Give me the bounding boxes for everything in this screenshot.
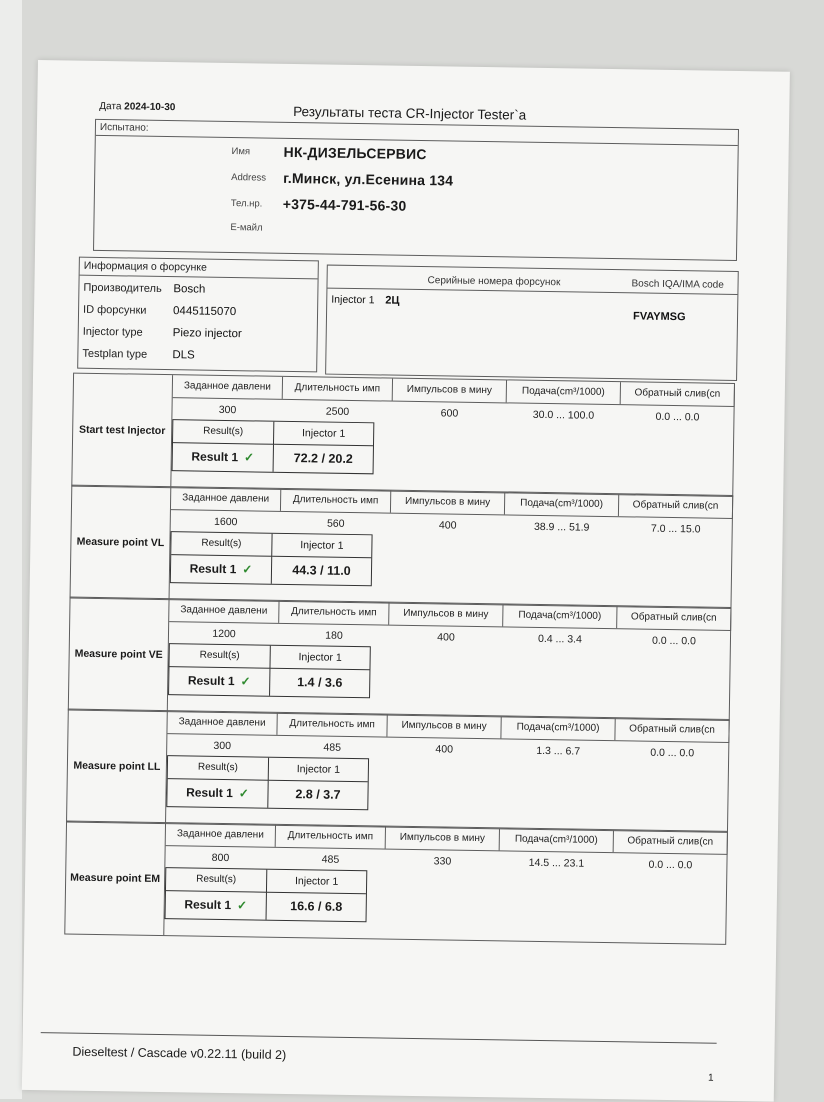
results-header: Result(s) xyxy=(171,532,272,557)
column-header-pressure: Заданное давлени xyxy=(169,599,279,623)
duration-value: 180 xyxy=(325,629,343,642)
pressure-value: 800 xyxy=(211,851,230,865)
column-header-pulses: Импульсов в мину xyxy=(386,827,500,851)
result-table xyxy=(165,867,368,922)
duration-value: 560 xyxy=(326,517,345,530)
duration-value: 485 xyxy=(323,741,342,754)
testplan-type-label: Testplan type xyxy=(82,347,148,361)
page-number: 1 xyxy=(708,1072,714,1084)
test-name: Measure point EM xyxy=(70,871,161,886)
result-label-cell xyxy=(167,779,268,808)
backflow-value: 0.0 ... 0.0 xyxy=(655,410,700,424)
pressure-value: 1200 xyxy=(212,627,236,641)
test-block xyxy=(66,709,730,833)
delivery-value: 14.5 ... 23.1 xyxy=(528,856,585,870)
column-header-pulses: Импульсов в мину xyxy=(391,491,505,515)
test-block xyxy=(70,485,734,609)
check-icon: ✓ xyxy=(236,898,248,913)
injector-id-label: ID форсунки xyxy=(82,303,147,317)
test-block xyxy=(71,373,735,497)
result-value: 2.8 / 3.7 xyxy=(295,787,341,802)
injector-type-label: Injector type xyxy=(82,325,143,339)
phone-value: +375-44-791-56-30 xyxy=(282,195,407,214)
duration-value: 485 xyxy=(321,853,340,866)
report-date xyxy=(99,101,175,113)
result-table xyxy=(172,419,375,474)
column-header-duration: Длительность имп xyxy=(279,601,389,625)
pulses-value: 400 xyxy=(438,519,457,532)
delivery-value: 0.4 ... 3.4 xyxy=(537,632,582,646)
pressure-value: 300 xyxy=(218,403,237,417)
address-value: г.Минск, ул.Есенина 134 xyxy=(283,169,454,189)
pulses-value: 400 xyxy=(435,743,454,756)
column-header-duration: Длительность имп xyxy=(276,825,386,849)
client-section xyxy=(93,119,739,261)
column-header-pulses: Импульсов в мину xyxy=(387,715,501,739)
testplan-type-value: DLS xyxy=(172,349,195,362)
injector-header: Injector 1 xyxy=(272,534,371,559)
result-label: Result 1 xyxy=(184,897,232,913)
pulses-value: 330 xyxy=(433,855,452,868)
backflow-value: 0.0 ... 0.0 xyxy=(651,634,696,648)
pressure-value: 1600 xyxy=(213,515,238,529)
result-label-cell xyxy=(169,667,270,696)
column-header-backflow: Обратный слив(cn xyxy=(619,494,733,518)
result-label-cell xyxy=(173,443,274,472)
column-header-delivery: Подача(cm³/1000) xyxy=(500,828,614,852)
backflow-value: 7.0 ... 15.0 xyxy=(650,522,701,536)
check-icon: ✓ xyxy=(238,786,249,801)
column-header-delivery: Подача(cm³/1000) xyxy=(505,492,619,516)
check-icon: ✓ xyxy=(243,450,255,465)
result-table xyxy=(170,531,373,586)
result-table xyxy=(168,643,371,698)
result-label: Result 1 xyxy=(186,785,233,801)
delivery-value: 1.3 ... 6.7 xyxy=(536,744,581,758)
results-header: Result(s) xyxy=(169,644,270,669)
column-header-pulses: Импульсов в мину xyxy=(393,379,507,403)
footer-divider xyxy=(41,1032,717,1044)
test-grid xyxy=(163,823,728,944)
iqa-code-value: FVAYMSG xyxy=(632,310,686,324)
manufacturer-label: Производитель xyxy=(83,281,162,295)
injector-info-title: Информация о форсунке xyxy=(83,259,207,274)
iqa-code-header: Bosch IQA/IMA code xyxy=(631,278,724,291)
pulses-value: 600 xyxy=(440,407,459,420)
test-grid xyxy=(170,375,735,496)
pulses-value: 400 xyxy=(437,631,455,644)
check-icon: ✓ xyxy=(240,674,251,689)
injector-type-value: Piezo injector xyxy=(172,327,242,341)
serial-injector-value: 2Ц xyxy=(385,294,400,307)
background-paper-edge xyxy=(0,0,22,1099)
result-value: 16.6 / 6.8 xyxy=(290,899,343,914)
serial-numbers-section xyxy=(325,265,739,381)
results-header: Result(s) xyxy=(166,868,267,893)
column-header-pressure: Заданное давлени xyxy=(171,487,281,511)
injector-info-divider xyxy=(80,275,318,280)
test-block xyxy=(64,821,728,945)
delivery-value: 30.0 ... 100.0 xyxy=(532,408,595,422)
test-block xyxy=(68,597,732,721)
duration-value: 2500 xyxy=(325,405,350,418)
report-title: Результаты теста CR-Injector Tester`a xyxy=(293,104,527,123)
result-table xyxy=(166,755,369,810)
test-grid xyxy=(169,487,734,608)
backflow-value: 0.0 ... 0.0 xyxy=(650,746,695,760)
column-header-pressure: Заданное давлени xyxy=(167,711,277,735)
column-header-duration: Длительность имп xyxy=(283,377,393,401)
results-header: Result(s) xyxy=(168,756,269,781)
column-header-backflow: Обратный слив(cn xyxy=(621,382,735,406)
injector-header: Injector 1 xyxy=(270,646,369,671)
injector-header: Injector 1 xyxy=(269,758,368,783)
address-label: Address xyxy=(231,172,267,184)
injector-info-section xyxy=(77,257,319,373)
test-grid xyxy=(167,599,732,720)
client-section-title: Испытано: xyxy=(99,121,149,134)
name-label: Имя xyxy=(231,146,251,158)
test-grid xyxy=(165,711,730,832)
column-header-backflow: Обратный слив(cn xyxy=(617,606,731,630)
result-label-cell xyxy=(171,555,272,584)
column-header-pulses: Импульсов в мину xyxy=(389,603,503,627)
name-value: НК-ДИЗЕЛЬСЕРВИС xyxy=(283,143,427,163)
test-name: Measure point LL xyxy=(73,759,161,774)
test-name: Measure point VL xyxy=(76,535,165,550)
result-label-cell xyxy=(166,891,267,920)
result-label: Result 1 xyxy=(187,673,235,689)
results-header: Result(s) xyxy=(173,420,274,445)
injector-header: Injector 1 xyxy=(267,870,366,895)
column-header-backflow: Обратный слив(cn xyxy=(614,830,728,854)
software-version: Dieseltest / Cascade v0.22.11 (build 2) xyxy=(72,1044,287,1063)
column-header-pressure: Заданное давлени xyxy=(166,823,276,847)
email-label: E-майл xyxy=(230,222,263,234)
result-value: 1.4 / 3.6 xyxy=(297,675,343,690)
column-header-delivery: Подача(cm³/1000) xyxy=(507,380,621,404)
column-header-delivery: Подача(cm³/1000) xyxy=(501,716,615,740)
phone-label: Тел.нр. xyxy=(230,198,263,210)
column-header-pressure: Заданное давлени xyxy=(173,375,283,399)
injector-id-value: 0445115070 xyxy=(172,305,237,319)
test-name: Measure point VE xyxy=(74,647,163,662)
result-label: Result 1 xyxy=(189,561,237,577)
date-label: Дата xyxy=(99,100,122,113)
date-value: 2024-10-30 xyxy=(124,101,176,114)
result-label: Result 1 xyxy=(191,449,239,465)
result-value: 72.2 / 20.2 xyxy=(293,451,353,466)
pressure-value: 300 xyxy=(213,739,232,753)
report-sheet xyxy=(22,60,790,1102)
delivery-value: 38.9 ... 51.9 xyxy=(533,520,590,534)
check-icon: ✓ xyxy=(242,562,253,577)
result-value: 44.3 / 11.0 xyxy=(292,563,351,578)
backflow-value: 0.0 ... 0.0 xyxy=(648,858,693,872)
test-name: Start test Injector xyxy=(78,423,166,438)
serial-numbers-header: Серийные номера форсунок xyxy=(427,275,561,289)
column-header-duration: Длительность имп xyxy=(277,713,387,737)
client-divider xyxy=(96,135,738,146)
column-header-backflow: Обратный слив(cn xyxy=(615,718,729,742)
column-header-delivery: Подача(cm³/1000) xyxy=(503,604,617,628)
column-header-duration: Длительность имп xyxy=(281,489,391,513)
serial-injector-label: Injector 1 xyxy=(331,293,375,307)
injector-header: Injector 1 xyxy=(274,422,373,447)
manufacturer-value: Bosch xyxy=(173,283,206,296)
